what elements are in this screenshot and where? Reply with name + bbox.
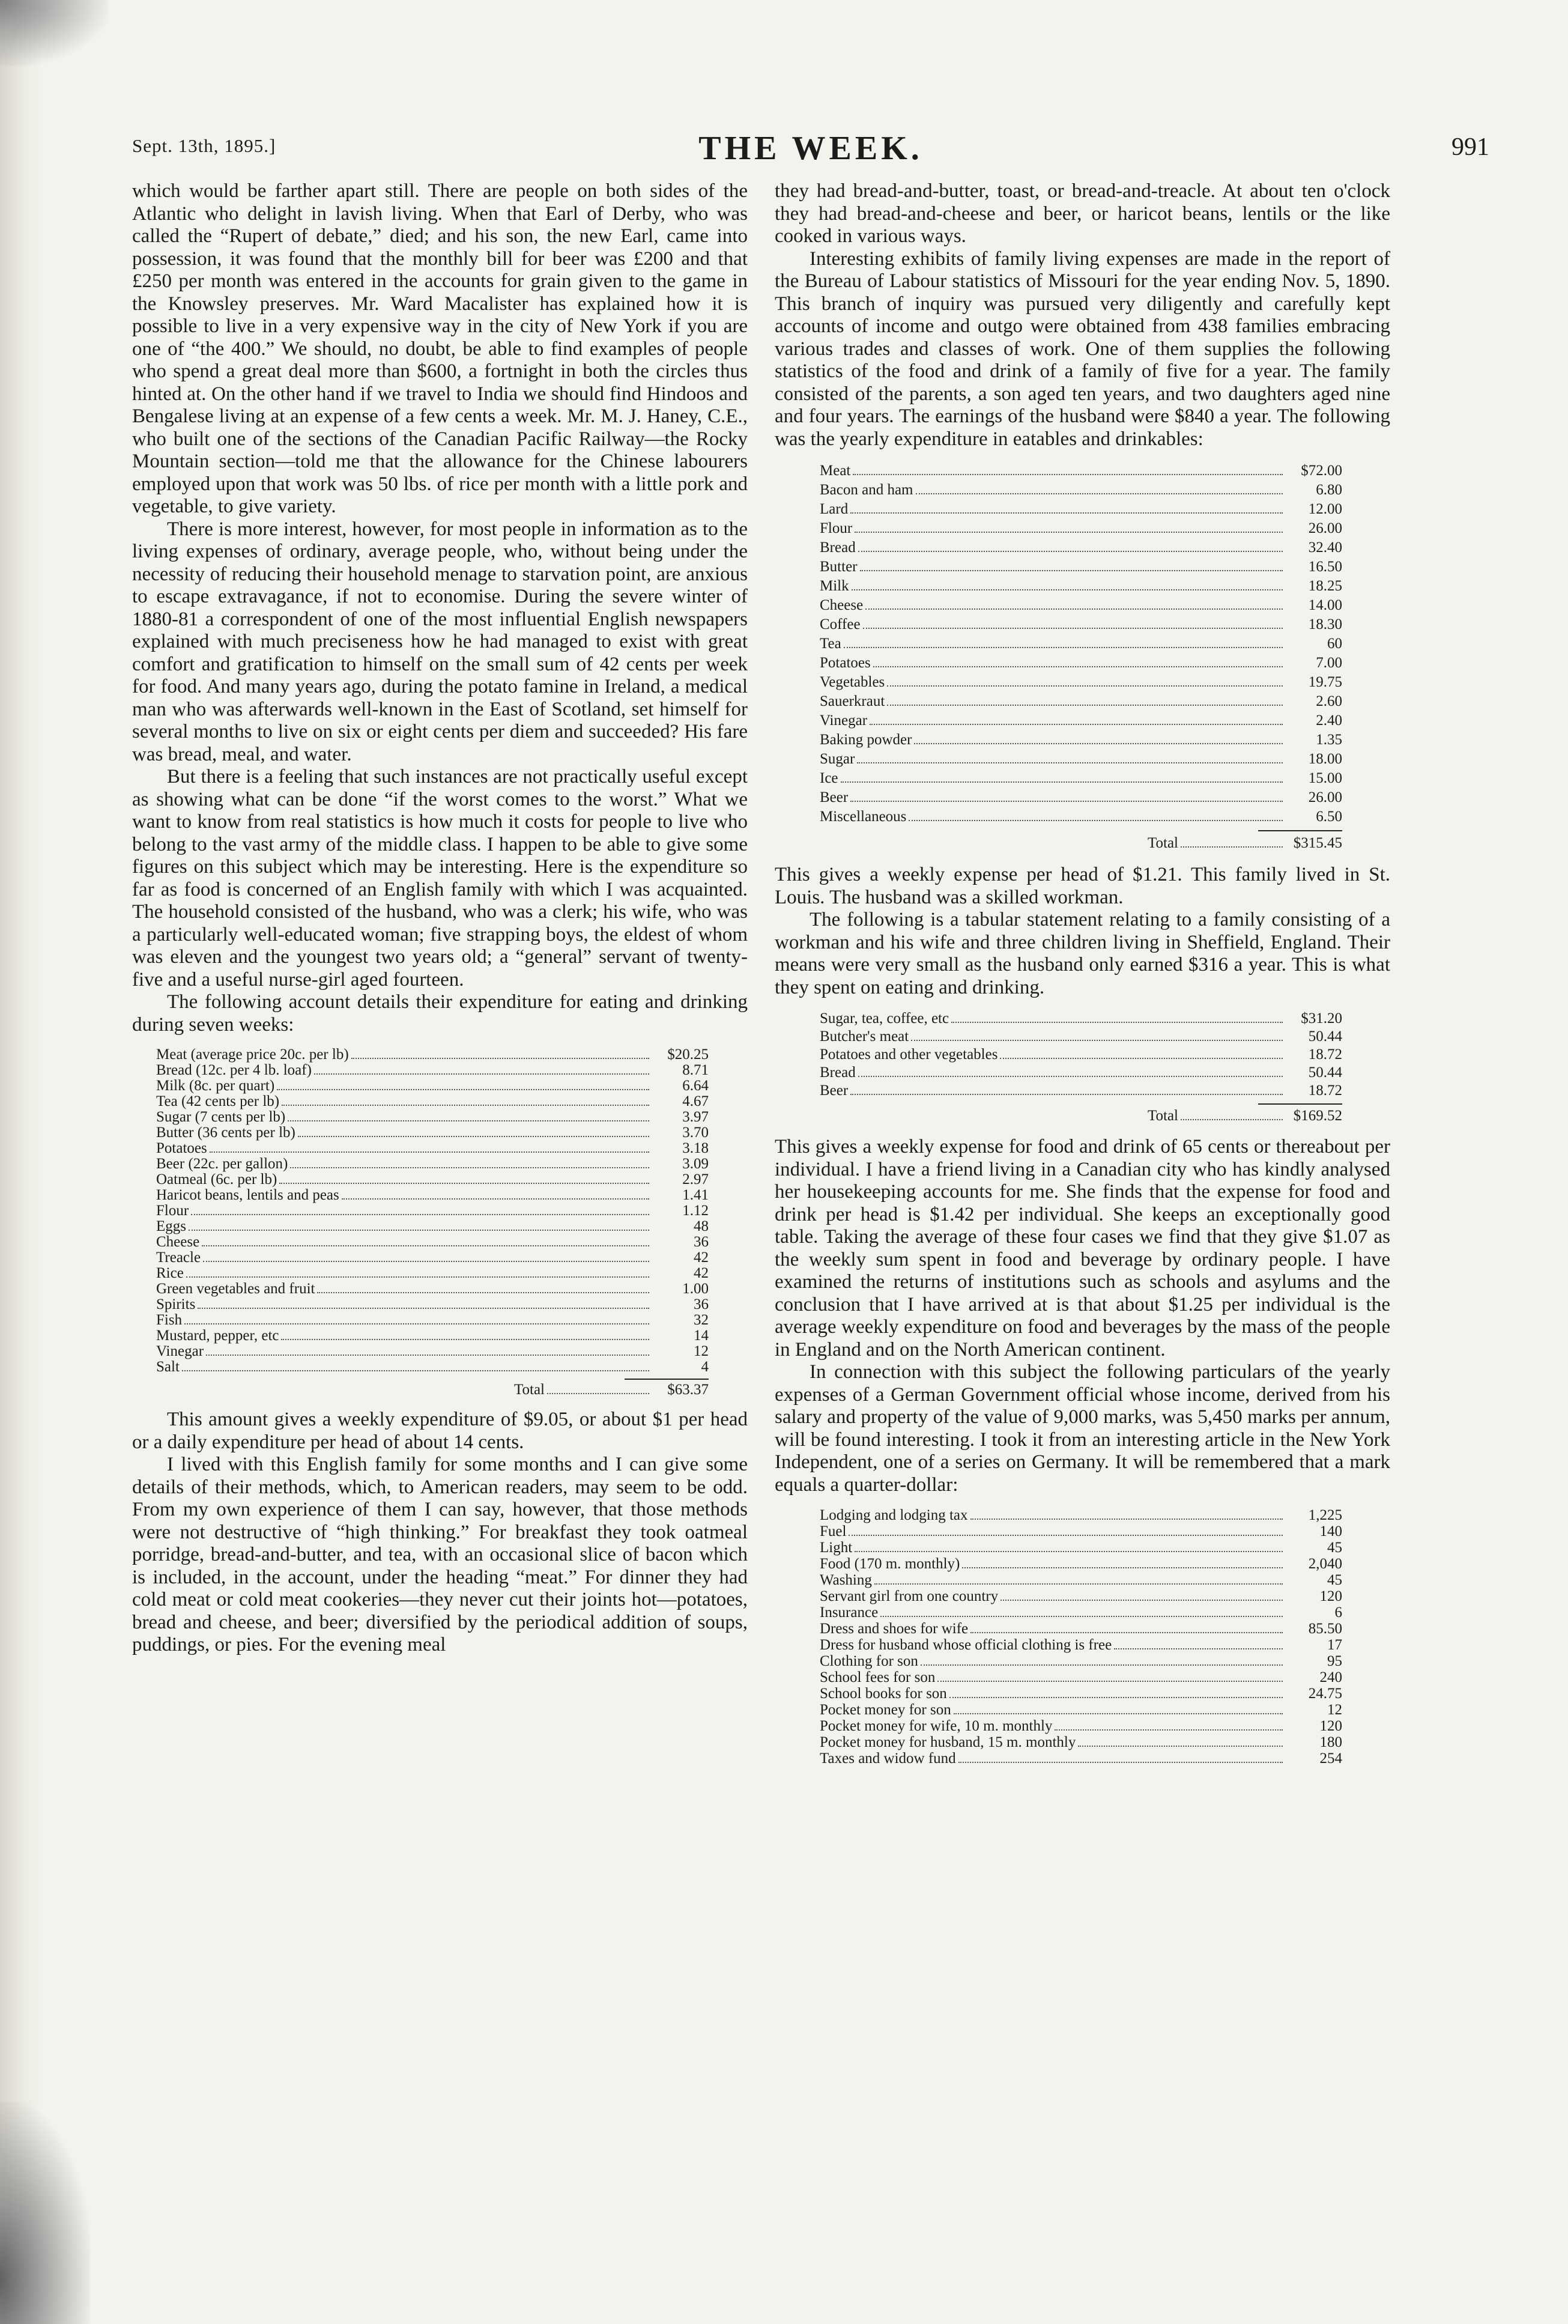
row-item: School fees for son	[820, 1669, 936, 1685]
table-row	[156, 1141, 709, 1156]
table-row	[820, 1669, 1342, 1685]
row-item: Milk (8c. per quart)	[156, 1078, 275, 1094]
leader-dots	[203, 1252, 649, 1262]
leader-dots	[870, 715, 1283, 725]
table-row	[820, 1653, 1342, 1669]
row-item: Milk	[820, 578, 849, 594]
row-item: School books for son	[820, 1685, 947, 1702]
binding-smudge	[0, 2102, 90, 2324]
row-item: Beer (22c. per gallon)	[156, 1156, 288, 1172]
row-amount: 140	[1319, 1523, 1342, 1540]
table-row	[820, 596, 1342, 615]
leader-dots	[277, 1081, 649, 1090]
leader-dots	[844, 639, 1283, 648]
table-total-row	[820, 834, 1342, 853]
leader-dots	[911, 1031, 1283, 1041]
row-item: Miscellaneous	[820, 809, 907, 825]
row-amount: 18.30	[1308, 616, 1342, 633]
row-amount: 36	[694, 1296, 709, 1312]
row-amount: 6.80	[1316, 482, 1342, 498]
leader-dots	[850, 1085, 1283, 1095]
table-row	[820, 557, 1342, 577]
leader-dots	[954, 1705, 1283, 1714]
row-item: Fish	[156, 1312, 183, 1328]
issue-date: Sept. 13th, 1895.]	[132, 135, 276, 156]
row-amount: 4	[701, 1359, 709, 1375]
row-amount: 19.75	[1308, 674, 1342, 690]
table-row	[820, 538, 1342, 557]
table-row	[820, 1046, 1342, 1064]
row-item: Sauerkraut	[820, 693, 885, 709]
left-column	[132, 180, 748, 1657]
row-item: Insurance	[820, 1604, 879, 1621]
table-row	[820, 1621, 1342, 1637]
row-amount: 12.00	[1308, 501, 1342, 517]
leader-dots	[860, 562, 1283, 571]
table-row	[820, 1718, 1342, 1734]
row-item: Vinegar	[820, 712, 868, 729]
row-item: Mustard, pepper, etc	[156, 1327, 279, 1344]
row-item: Cheese	[156, 1234, 200, 1250]
leader-dots	[189, 1221, 649, 1231]
row-amount: 1.41	[682, 1187, 709, 1203]
table-row	[156, 1250, 709, 1266]
leader-dots	[281, 1330, 649, 1340]
leader-dots	[914, 735, 1283, 744]
row-amount: 4.67	[682, 1093, 709, 1109]
row-item: Ice	[820, 770, 838, 786]
row-item: Light	[820, 1540, 853, 1556]
leader-dots	[874, 1575, 1283, 1585]
leader-dots	[873, 658, 1283, 667]
table-row	[820, 1064, 1342, 1082]
row-amount: 50.44	[1308, 1028, 1342, 1045]
table-row	[820, 1588, 1342, 1604]
row-item: Haricot beans, lentils and peas	[156, 1187, 339, 1203]
corner-smudge	[0, 0, 108, 66]
table-row	[820, 500, 1342, 519]
row-amount: 12	[1327, 1702, 1342, 1718]
table-row	[820, 1082, 1342, 1100]
table-row	[820, 1507, 1342, 1523]
table-row	[820, 1637, 1342, 1653]
page-number: 991	[1451, 133, 1489, 161]
row-amount: 2.60	[1316, 693, 1342, 709]
row-amount: 14	[694, 1327, 709, 1344]
table-row	[820, 673, 1342, 692]
paragraph: This gives a weekly expense per head of $1.21. This family lived in St. Louis. The husband was a skilled workman.	[775, 864, 1390, 908]
row-item: Sugar, tea, coffee, etc	[820, 1010, 949, 1027]
table-row	[820, 519, 1342, 538]
table-row	[156, 1219, 709, 1234]
row-amount: 120	[1319, 1588, 1342, 1604]
leader-dots	[949, 1688, 1283, 1698]
row-amount: 45	[1327, 1572, 1342, 1588]
row-item: Bread	[820, 1064, 856, 1081]
paragraph: This amount gives a weekly expenditure of $9.05, or about $1 per head or a daily expenditure per head of about 14 cents.	[132, 1409, 748, 1453]
leader-dots	[351, 1049, 649, 1059]
row-amount: 45	[1327, 1540, 1342, 1556]
leader-dots	[850, 792, 1283, 802]
paragraph: I lived with this English family for some months and I can give some details of their methods, which, to American readers, may seem to be odd. From my own experience of them I can say, however, that those methods were not destructive of “high thinking.” For breakfast they took oatmeal porridge, bread-and-butter, and tea, with an occasional slice of bacon which is included, in the account, under the heading “meat.” For dinner they had cold meat or cold meat cookeries—they never cut their joints hot—potatoes, bread and cheese, and beer; diversified by the periodical addition of soups, puddings, or pies. For the evening meal	[132, 1454, 748, 1655]
leader-dots	[317, 1284, 649, 1293]
table-row	[820, 1604, 1342, 1621]
leader-dots	[1181, 838, 1283, 848]
leader-dots	[182, 1362, 649, 1371]
page-edge-shadow	[0, 0, 42, 2324]
row-item: Sugar	[820, 751, 855, 767]
total-label: Total	[1147, 835, 1178, 851]
row-amount: 50.44	[1308, 1064, 1342, 1081]
table-row	[820, 1750, 1342, 1767]
leader-dots	[849, 1526, 1283, 1536]
table-row	[156, 1203, 709, 1219]
row-amount: 3.09	[682, 1156, 709, 1172]
table-row	[156, 1094, 709, 1109]
table-row	[156, 1266, 709, 1281]
row-item: Meat	[820, 463, 851, 479]
row-amount: 1.12	[682, 1203, 709, 1219]
table-row	[156, 1234, 709, 1250]
table-row	[156, 1156, 709, 1172]
leader-dots	[184, 1315, 649, 1324]
paragraph: This gives a weekly expense for food and drink of 65 cents or thereabout per individual. I have a friend living in a Canadian city who has kindly analysed her housekeeping accounts for me. She finds that the expense for food and drink per head is $1.42 per individual. She keeps an exceptionally good table. Taking the average of these four cases we find that they give $1.07 as the weekly sum spent in food and beverage by ordinary people. I have examined the returns of institutions such as schools and asylums and the conclusion that I have arrived at is that about $1.25 per individual is the average weekly expenditure on food and beverages by the mass of the people in England and on the North American continent.	[775, 1136, 1390, 1361]
row-item: Sugar (7 cents per lb)	[156, 1109, 286, 1125]
row-item: Tea	[820, 636, 841, 652]
table-row	[820, 1010, 1342, 1028]
row-amount: 15.00	[1308, 770, 1342, 786]
row-amount: 2.40	[1316, 712, 1342, 729]
row-item: Clothing for son	[820, 1653, 918, 1669]
leader-dots	[916, 485, 1283, 494]
row-item: Pocket money for son	[820, 1702, 951, 1718]
table-row	[820, 1556, 1342, 1572]
paragraph: But there is a feeling that such instances are not practically useful except as showing what can be done “if the worst comes to the worst.” What we want to know from real statistics is how much it costs for people to live who belong to the vast army of the middle class. I happen to be able to give some figures on this subject which may be interesting. Here is the expenditure so far as food is concerned of an English family with which I was acquainted. The household consisted of the husband, who was a clerk; his wife, who was a particularly well-educated woman; five strapping boys, the eldest of whom was eleven and the youngest two years old; a “general” servant of twenty-five and a useful nurse-girl aged fourteen.	[132, 766, 748, 991]
leader-dots	[858, 542, 1283, 552]
german-official-expense-table	[820, 1507, 1342, 1767]
row-item: Vinegar	[156, 1343, 204, 1359]
table-row	[820, 1028, 1342, 1046]
row-amount: $72.00	[1301, 463, 1342, 479]
table-row	[156, 1297, 709, 1312]
paragraph: they had bread-and-butter, toast, or bread-and-treacle. At about ten o'clock they had bread-and-cheese and beer, or haricot beans, lentils or the like cooked in various ways.	[775, 180, 1390, 247]
right-column	[775, 180, 1390, 1777]
leader-dots	[909, 812, 1283, 821]
paragraph: In connection with this subject the following particulars of the yearly expenses of a German Government official whose income, derived from his salary and property of the value of 9,000 marks, was 5,450 marks per annum, will be found interesting. I took it from an interesting article in the New York Independent, one of a series on Germany. It will be remembered that a mark equals a quarter-dollar:	[775, 1361, 1390, 1496]
table-row	[156, 1125, 709, 1141]
table-row	[820, 711, 1342, 730]
row-item: Salt	[156, 1359, 180, 1375]
row-item: Rice	[156, 1265, 184, 1281]
row-amount: 1.00	[682, 1281, 709, 1297]
leader-dots	[850, 504, 1283, 514]
row-item: Cheese	[820, 597, 864, 613]
table-total-row	[820, 1107, 1342, 1125]
row-item: Flour	[820, 520, 853, 536]
leader-dots	[855, 523, 1283, 533]
row-item: Flour	[156, 1203, 189, 1219]
row-item: Vegetables	[820, 674, 885, 690]
leader-dots	[937, 1672, 1283, 1682]
row-item: Pocket money for wife, 10 m. monthly	[820, 1718, 1053, 1734]
leader-dots	[858, 1067, 1283, 1077]
table-row	[820, 1540, 1342, 1556]
total-label: Total	[1147, 1108, 1178, 1124]
row-amount: 18.00	[1308, 751, 1342, 767]
row-amount: 6	[1334, 1604, 1342, 1621]
row-amount: 95	[1327, 1653, 1342, 1669]
leader-dots	[342, 1190, 649, 1200]
table-row	[820, 1685, 1342, 1702]
row-item: Taxes and widow fund	[820, 1750, 956, 1767]
table-row	[156, 1109, 709, 1125]
leader-dots	[1000, 1591, 1283, 1601]
row-item: Beer	[820, 789, 849, 806]
table-row	[820, 1734, 1342, 1750]
row-item: Dress and shoes for wife	[820, 1621, 969, 1637]
table-row	[156, 1344, 709, 1359]
row-item: Bread (12c. per 4 lb. loaf)	[156, 1062, 312, 1078]
row-item: Bacon and ham	[820, 482, 913, 498]
table-row	[820, 788, 1342, 807]
table-row	[820, 1702, 1342, 1718]
row-amount: 2.97	[682, 1171, 709, 1188]
leader-dots	[191, 1206, 649, 1215]
table-row	[156, 1188, 709, 1203]
row-amount: 8.71	[682, 1062, 709, 1078]
leader-dots	[951, 1013, 1283, 1023]
row-amount: 26.00	[1308, 789, 1342, 806]
table-row	[156, 1172, 709, 1188]
row-item: Servant girl from one country	[820, 1588, 999, 1604]
row-item: Butter (36 cents per lb)	[156, 1124, 295, 1141]
row-amount: 3.97	[682, 1109, 709, 1125]
leader-dots	[290, 1159, 649, 1168]
leader-dots	[1078, 1737, 1283, 1747]
row-item: Oatmeal (6c. per lb)	[156, 1171, 277, 1188]
row-item: Baking powder	[820, 732, 912, 748]
leader-dots	[1114, 1640, 1283, 1649]
total-value: $169.52	[1293, 1108, 1342, 1124]
row-amount: 254	[1319, 1750, 1342, 1767]
masthead-title: THE WEEK.	[698, 130, 923, 167]
row-item: Butter	[820, 559, 858, 575]
row-item: Meat (average price 20c. per lb)	[156, 1046, 349, 1063]
row-amount: 6.64	[682, 1078, 709, 1094]
leader-dots	[853, 466, 1283, 475]
row-amount: 18.72	[1308, 1046, 1342, 1063]
row-amount: 1.35	[1316, 732, 1342, 748]
leader-dots	[970, 1510, 1283, 1520]
row-item: Fuel	[820, 1523, 847, 1540]
row-item: Potatoes	[156, 1140, 207, 1156]
total-value: $315.45	[1293, 835, 1342, 851]
leader-dots	[202, 1237, 649, 1246]
table-row	[820, 615, 1342, 634]
leader-dots	[865, 600, 1283, 610]
leader-dots	[288, 1112, 649, 1121]
paragraph: The following account details their expenditure for eating and drinking during seven weeks:	[132, 991, 748, 1036]
total-rule	[1258, 1103, 1342, 1105]
row-amount: 16.50	[1308, 559, 1342, 575]
row-amount: 42	[694, 1249, 709, 1266]
table-row	[820, 807, 1342, 827]
row-item: Green vegetables and fruit	[156, 1281, 315, 1297]
table-row	[820, 769, 1342, 788]
leader-dots	[1000, 1049, 1283, 1059]
table-row	[820, 577, 1342, 596]
leader-dots	[921, 1656, 1283, 1666]
total-rule	[1258, 830, 1342, 831]
row-amount: 17	[1327, 1637, 1342, 1653]
row-amount: 48	[694, 1218, 709, 1234]
leader-dots	[855, 1543, 1283, 1552]
row-item: Butcher's meat	[820, 1028, 909, 1045]
row-amount: 32	[694, 1312, 709, 1328]
table-row	[156, 1359, 709, 1375]
row-item: Bread	[820, 539, 856, 556]
row-amount: $31.20	[1301, 1010, 1342, 1027]
leader-dots	[887, 677, 1283, 687]
row-item: Beer	[820, 1082, 849, 1099]
row-amount: 7.00	[1316, 655, 1342, 671]
row-amount: 26.00	[1308, 520, 1342, 536]
leader-dots	[852, 581, 1283, 590]
english-family-expense-table	[156, 1047, 709, 1398]
row-item: Washing	[820, 1572, 872, 1588]
row-amount: 6.50	[1316, 809, 1342, 825]
leader-dots	[962, 1559, 1283, 1568]
paragraph: which would be farther apart still. There are people on both sides of the Atlantic who delight in lavish living. When that Earl of Derby, who was called the “Rupert of debate,” died; and his son, the new Earl, came into possession, it was found that the monthly bill for beer was £200 and that £250 per month was entered in the accounts for grain given to the game in the Knowsley preserves. Mr. Ward Macalister has explained how it is possible to live in a very expensive way in the city of New York if you are one of “the 400.” We should, no doubt, be able to find examples of people who spend a great deal more than $600, a fortnight in both the circles thus hinted at. On the other hand if we travel to India we should find Hindoos and Bengalese living at an expense of a few cents a week. Mr. M. J. Haney, C.E., who built one of the sections of the Canadian Pacific Railway—the Rocky Mountain section—told me that the allowance for the Chinese labourers employed upon that work was 50 lbs. of rice per month with a little pork and vegetable, to give variety.	[132, 180, 748, 517]
row-amount: 180	[1319, 1734, 1342, 1750]
row-amount: 12	[694, 1343, 709, 1359]
paragraph: The following is a tabular statement relating to a family consisting of a workman and his wife and three children living in Sheffield, England. Their means were very small as the husband only earned $316 a year. This is what they spent on eating and drinking.	[775, 909, 1390, 998]
row-amount: 2,040	[1308, 1556, 1342, 1572]
row-amount: 60	[1327, 636, 1342, 652]
leader-dots	[1055, 1721, 1283, 1731]
leader-dots	[863, 619, 1283, 629]
table-row	[156, 1281, 709, 1297]
row-item: Food (170 m. monthly)	[820, 1556, 960, 1572]
row-amount: 14.00	[1308, 597, 1342, 613]
table-row	[156, 1078, 709, 1094]
table-row	[156, 1312, 709, 1328]
leader-dots	[314, 1065, 649, 1075]
row-amount: 240	[1319, 1669, 1342, 1685]
leader-dots	[186, 1268, 649, 1278]
table-total-row	[156, 1382, 709, 1398]
row-item: Coffee	[820, 616, 861, 633]
table-row	[156, 1063, 709, 1078]
page-header	[132, 129, 1489, 177]
table-row	[156, 1328, 709, 1344]
table-row	[820, 1523, 1342, 1540]
leader-dots	[279, 1174, 649, 1184]
row-item: Dress for husband whose official clothing is free	[820, 1637, 1112, 1653]
row-amount: 1,225	[1308, 1507, 1342, 1523]
row-amount: $20.25	[667, 1046, 709, 1063]
row-amount: 18.72	[1308, 1082, 1342, 1099]
table-row	[820, 461, 1342, 481]
row-amount: 85.50	[1308, 1621, 1342, 1637]
row-amount: 32.40	[1308, 539, 1342, 556]
row-item: Spirits	[156, 1296, 196, 1312]
table-row	[820, 730, 1342, 750]
sheffield-family-expense-table	[820, 1010, 1342, 1125]
paragraph: Interesting exhibits of family living expenses are made in the report of the Bureau of Labour statistics of Missouri for the year ending Nov. 5, 1890. This branch of inquiry was pursued very diligently and carefully kept accounts of income and outgo were obtained from 438 families embracing various trades and classes of work. One of them supplies the following statistics of the food and drink of a family of five for a year. The family consisted of the parents, a son aged ten years, and two daughters aged nine and four years. The earnings of the husband were $840 a year. The following was the yearly expenditure in eatables and drinkables:	[775, 247, 1390, 450]
table-row	[820, 481, 1342, 500]
row-item: Tea (42 cents per lb)	[156, 1093, 280, 1109]
leader-dots	[841, 773, 1283, 783]
leader-dots	[887, 696, 1283, 706]
total-label: Total	[513, 1382, 545, 1398]
total-rule	[625, 1379, 709, 1380]
row-amount: 3.70	[682, 1124, 709, 1141]
row-amount: 36	[694, 1234, 709, 1250]
leader-dots	[857, 754, 1283, 763]
row-item: Potatoes	[820, 655, 871, 671]
leader-dots	[206, 1346, 649, 1356]
leader-dots	[958, 1753, 1283, 1763]
leader-dots	[1181, 1111, 1283, 1120]
row-amount: 3.18	[682, 1140, 709, 1156]
row-amount: 24.75	[1308, 1685, 1342, 1702]
row-amount: 120	[1319, 1718, 1342, 1734]
leader-dots	[210, 1143, 649, 1153]
row-item: Potatoes and other vegetables	[820, 1046, 998, 1063]
row-amount: 42	[694, 1265, 709, 1281]
missouri-family-expense-table	[820, 461, 1342, 853]
leader-dots	[970, 1624, 1283, 1633]
row-item: Pocket money for husband, 15 m. monthly	[820, 1734, 1076, 1750]
leader-dots	[880, 1607, 1283, 1617]
table-row	[820, 750, 1342, 769]
row-amount: 18.25	[1308, 578, 1342, 594]
table-row	[820, 692, 1342, 711]
table-row	[156, 1047, 709, 1063]
row-item: Lard	[820, 501, 849, 517]
leader-dots	[282, 1096, 649, 1106]
leader-dots	[298, 1127, 649, 1137]
table-row	[820, 1572, 1342, 1588]
row-item: Lodging and lodging tax	[820, 1507, 968, 1523]
paragraph: There is more interest, however, for most people in information as to the living expenses of ordinary, average people, who, without being under the necessity of reducing their household menage to starvation point, are anxious to escape extravagance, if not to economise. During the severe winter of 1880-81 a correspondent of one of the most influential English newspapers explained with much preciseness how he had managed to exist with great comfort and gratification to himself on the small sum of 42 cents per week for food. And many years ago, during the potato famine in Ireland, a medical man who was afterwards well-known in the East of Scotland, set himself for several months to live on six or eight cents per diem and succeeded? His fare was bread, meal, and water.	[132, 518, 748, 765]
table-row	[820, 654, 1342, 673]
leader-dots	[198, 1299, 649, 1309]
leader-dots	[547, 1385, 649, 1394]
row-item: Treacle	[156, 1249, 201, 1266]
table-row	[820, 634, 1342, 654]
row-item: Eggs	[156, 1218, 186, 1234]
total-value: $63.37	[667, 1382, 709, 1398]
